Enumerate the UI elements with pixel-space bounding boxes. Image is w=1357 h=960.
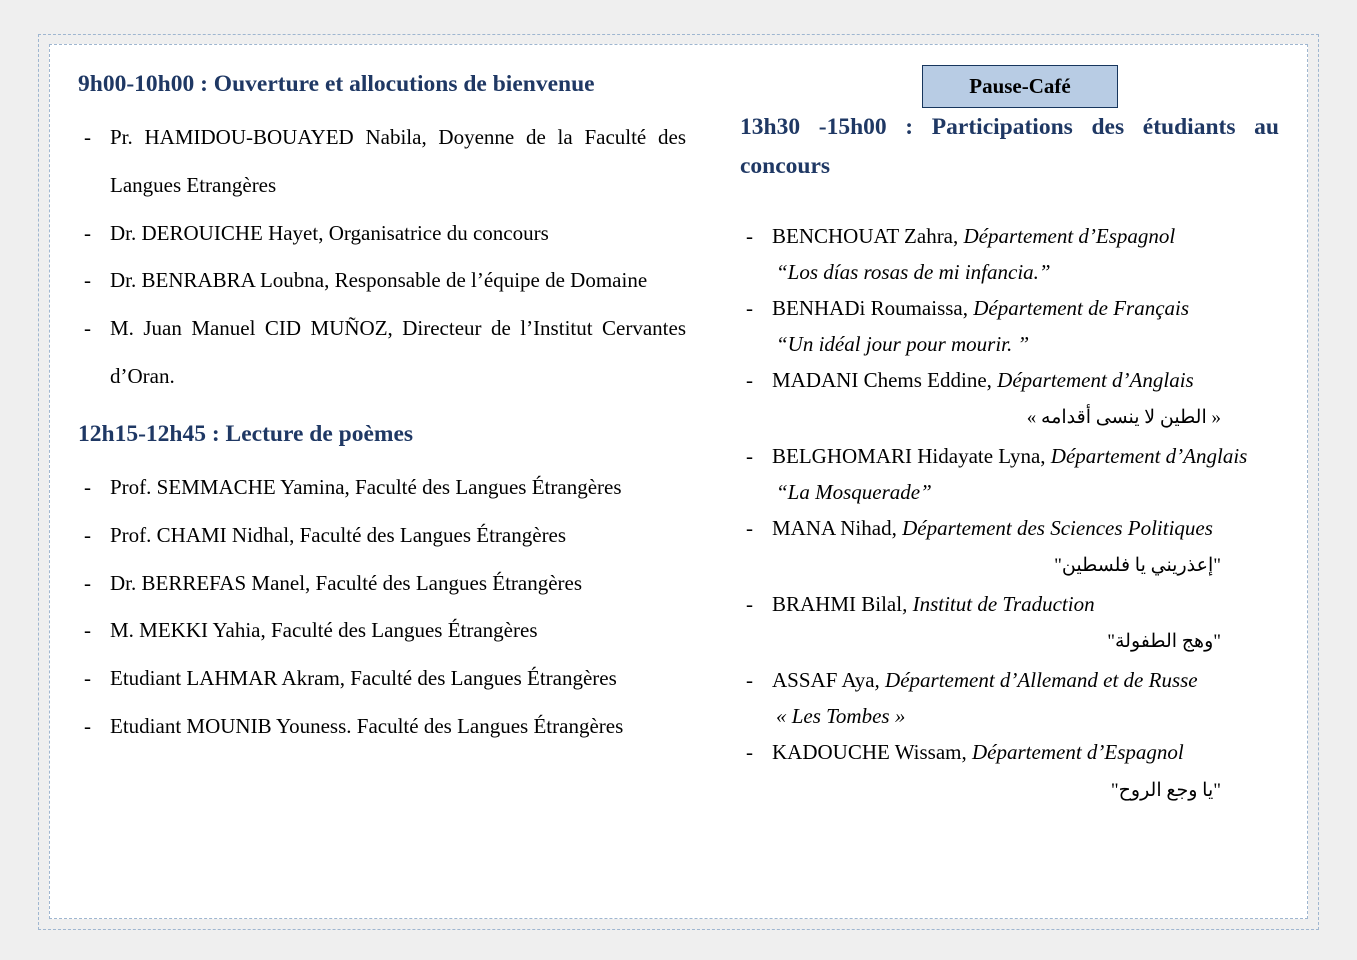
participant-work: “Los días rosas de mi infancia.” <box>776 259 1051 284</box>
list-item: - Etudiant MOUNIB Youness. Faculté des Langues Étrangères <box>78 703 686 751</box>
pause-cafe-badge: Pause-Café <box>922 65 1118 108</box>
participant-department: Département des Sciences Politiques <box>902 516 1213 541</box>
participant-work: « Les Tombes » <box>776 704 906 729</box>
document-content <box>50 45 1307 918</box>
session-poems-list <box>78 464 686 751</box>
list-item: - M. MEKKI Yahia, Faculté des Langues Étrangères <box>78 607 686 655</box>
list-item <box>740 510 1279 586</box>
participant-work: “Un idéal jour pour mourir. ” <box>776 331 1030 356</box>
participant-name: BELGHOMARI Hidayate Lyna, <box>772 443 1051 468</box>
participant-work-arabic: "وهج الطفولة" <box>1107 631 1221 653</box>
participant-department: , Institut de Traduction <box>902 592 1095 617</box>
session-opening-title: 9h00-10h00 : Ouverture et allocutions de bienvenue <box>78 71 595 97</box>
participant-department: Département d’Espagnol <box>972 740 1184 765</box>
participant-name: BRAHMI Bilal <box>772 592 903 617</box>
participant-name: BENHADi Roumaissa, <box>772 295 974 320</box>
participant-work-arabic: « الطين لا ينسى أقدامه » <box>1026 407 1221 429</box>
participant-department: , Département d’Allemand et de Russe <box>874 668 1198 693</box>
participant-work-arabic: "إعذريني يا فلسطين" <box>1054 555 1221 577</box>
participant-name: MANA Nihad, <box>772 516 903 541</box>
right-column <box>710 65 1279 908</box>
participant-name: KADOUCHE Wissam, <box>772 740 973 765</box>
session-contest-title: 13h30 -15h00 : Participations des étudiants au concours <box>740 114 1279 179</box>
list-item: - Dr. BENRABRA Loubna, Responsable de l’équipe de Domaine <box>78 257 686 305</box>
participant-name: MADANI Chems Eddine, <box>772 367 998 392</box>
list-item: - Prof. CHAMI Nidhal, Faculté des Langues Étrangères <box>78 512 686 560</box>
participant-work-arabic: "يا وجع الروح" <box>1110 779 1221 801</box>
list-item <box>740 362 1279 438</box>
participant-name: ASSAF Aya <box>772 668 875 693</box>
participant-name: BENCHOUAT Zahra, <box>772 223 964 248</box>
list-item <box>740 438 1279 510</box>
left-column <box>78 65 710 908</box>
list-item: - Dr. BERREFAS Manel, Faculté des Langues Étrangères <box>78 560 686 608</box>
list-item <box>740 586 1279 662</box>
participant-department: Département d’Espagnol <box>963 223 1176 248</box>
list-item <box>740 734 1279 810</box>
list-item <box>740 218 1279 290</box>
list-item: - Dr. DEROUICHE Hayet, Organisatrice du concours <box>78 210 686 258</box>
spacer <box>740 196 1279 218</box>
list-item <box>740 290 1279 362</box>
participant-department: Département de Français <box>973 295 1190 320</box>
list-item: - Etudiant LAHMAR Akram, Faculté des Langues Étrangères <box>78 655 686 703</box>
list-item: - Prof. SEMMACHE Yamina, Faculté des Langues Étrangères <box>78 464 686 512</box>
participant-department: Département d’Anglais <box>1050 443 1248 468</box>
list-item <box>740 662 1279 734</box>
participants-list <box>740 218 1279 811</box>
session-opening-list <box>78 114 686 401</box>
session-poems-title: 12h15-12h45 : Lecture de poèmes <box>78 421 414 448</box>
list-item: - M. Juan Manuel CID MUÑOZ, Directeur de l’Institut Cervantes d’Oran. <box>78 305 686 401</box>
participant-department: Département d’Anglais <box>997 367 1194 392</box>
list-item: - Pr. HAMIDOU-BOUAYED Nabila, Doyenne de la Faculté des Langues Etrangères <box>78 114 686 210</box>
participant-work: “La Mosquerade” <box>776 480 932 505</box>
